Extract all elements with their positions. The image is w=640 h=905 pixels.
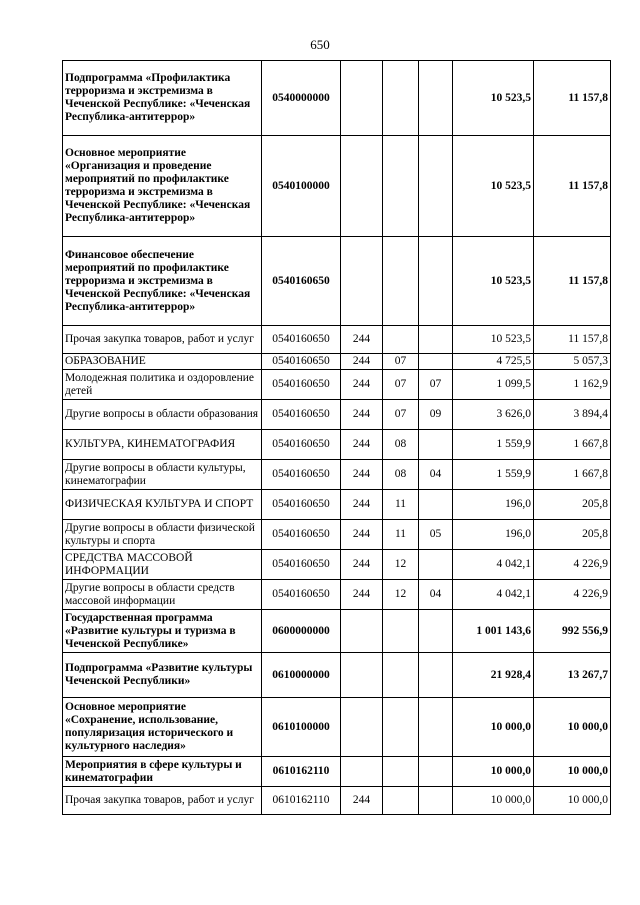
vr-cell: 244 [341,490,383,520]
table-row [63,460,611,490]
name-cell: Основное мероприятие «Сохранение, использование, популяризация исторического и культурного наследия» [63,698,262,757]
rz-cell: 11 [383,490,419,520]
value-2021-cell: 3 894,4 [534,400,611,430]
table-row [63,430,611,460]
value-2021-cell: 205,8 [534,520,611,550]
pr-cell [419,61,453,136]
name-cell: СРЕДСТВА МАССОВОЙ ИНФОРМАЦИИ [63,550,262,580]
value-2021-cell: 10 000,0 [534,698,611,757]
table-row [63,757,611,787]
rz-cell [383,61,419,136]
rz-cell [383,136,419,237]
vr-cell: 244 [341,354,383,370]
table-row [63,61,611,136]
vr-cell: 244 [341,460,383,490]
value-2020-cell: 10 523,5 [453,326,534,354]
value-2020-cell: 4 042,1 [453,580,534,610]
vr-cell: 244 [341,400,383,430]
name-cell: Другие вопросы в области культуры, кинематографии [63,460,262,490]
table-row [63,550,611,580]
table-row [63,136,611,237]
value-2020-cell: 1 001 143,6 [453,610,534,653]
value-2020-cell: 4 042,1 [453,550,534,580]
name-cell: Другие вопросы в области средств массовой информации [63,580,262,610]
code-cell: 0540000000 [262,61,341,136]
value-2020-cell: 196,0 [453,490,534,520]
value-2021-cell: 5 057,3 [534,354,611,370]
rz-cell [383,698,419,757]
table-row [63,580,611,610]
vr-cell [341,237,383,326]
name-cell: Молодежная политика и оздоровление детей [63,370,262,400]
name-cell: ОБРАЗОВАНИЕ [63,354,262,370]
value-2021-cell: 1 162,9 [534,370,611,400]
rz-cell [383,326,419,354]
name-cell: КУЛЬТУРА, КИНЕМАТОГРАФИЯ [63,430,262,460]
pr-cell [419,430,453,460]
pr-cell: 04 [419,460,453,490]
vr-cell: 244 [341,787,383,815]
name-cell: ФИЗИЧЕСКАЯ КУЛЬТУРА И СПОРТ [63,490,262,520]
code-cell: 0540160650 [262,490,341,520]
value-2020-cell: 196,0 [453,520,534,550]
vr-cell [341,610,383,653]
rz-cell [383,653,419,698]
code-cell: 0540160650 [262,460,341,490]
table-row [63,653,611,698]
code-cell: 0540160650 [262,237,341,326]
rz-cell: 12 [383,580,419,610]
vr-cell [341,698,383,757]
value-2021-cell: 10 000,0 [534,787,611,815]
name-cell: Мероприятия в сфере культуры и кинематографии [63,757,262,787]
vr-cell: 244 [341,580,383,610]
code-cell: 0540160650 [262,400,341,430]
code-cell: 0610162110 [262,787,341,815]
vr-cell: 244 [341,550,383,580]
pr-cell [419,757,453,787]
code-cell: 0540160650 [262,354,341,370]
vr-cell [341,61,383,136]
pr-cell: 04 [419,580,453,610]
table-row [63,610,611,653]
value-2020-cell: 10 523,5 [453,237,534,326]
rz-cell: 07 [383,354,419,370]
vr-cell [341,136,383,237]
rz-cell [383,757,419,787]
code-cell: 0540160650 [262,520,341,550]
rz-cell [383,610,419,653]
name-cell: Прочая закупка товаров, работ и услуг [63,787,262,815]
value-2020-cell: 10 000,0 [453,698,534,757]
table-row [63,400,611,430]
page-number: 650 [310,37,330,52]
rz-cell: 12 [383,550,419,580]
pr-cell [419,354,453,370]
vr-cell [341,757,383,787]
value-2021-cell: 10 000,0 [534,757,611,787]
value-2020-cell: 1 099,5 [453,370,534,400]
pr-cell: 09 [419,400,453,430]
table-row [63,326,611,354]
value-2021-cell: 11 157,8 [534,326,611,354]
value-2020-cell: 10 523,5 [453,61,534,136]
value-2021-cell: 1 667,8 [534,430,611,460]
code-cell: 0540100000 [262,136,341,237]
value-2020-cell: 4 725,5 [453,354,534,370]
value-2021-cell: 11 157,8 [534,136,611,237]
vr-cell: 244 [341,430,383,460]
pr-cell [419,237,453,326]
vr-cell: 244 [341,326,383,354]
pr-cell [419,136,453,237]
code-cell: 0610162110 [262,757,341,787]
code-cell: 0540160650 [262,370,341,400]
table-row [63,354,611,370]
code-cell: 0540160650 [262,326,341,354]
rz-cell: 11 [383,520,419,550]
pr-cell [419,610,453,653]
vr-cell [341,653,383,698]
value-2020-cell: 3 626,0 [453,400,534,430]
code-cell: 0610000000 [262,653,341,698]
value-2020-cell: 1 559,9 [453,430,534,460]
name-cell: Государственная программа «Развитие культуры и туризма в Чеченской Республике» [63,610,262,653]
rz-cell: 08 [383,460,419,490]
rz-cell: 07 [383,370,419,400]
code-cell: 0540160650 [262,580,341,610]
table-row [63,520,611,550]
value-2021-cell: 13 267,7 [534,653,611,698]
name-cell: Другие вопросы в области физической культуры и спорта [63,520,262,550]
name-cell: Подпрограмма «Профилактика терроризма и экстремизма в Чеченской Республике: «Чеченская Республика-антитеррор» [63,61,262,136]
value-2020-cell: 10 523,5 [453,136,534,237]
value-2021-cell: 1 667,8 [534,460,611,490]
table-row [63,490,611,520]
name-cell: Основное мероприятие «Организация и проведение мероприятий по профилактике терроризма и экстремизма в Чеченской Республике: «Чеченская Республика-антитеррор» [63,136,262,237]
pr-cell [419,550,453,580]
table-row [63,237,611,326]
value-2021-cell: 4 226,9 [534,580,611,610]
pr-cell [419,326,453,354]
pr-cell: 07 [419,370,453,400]
value-2021-cell: 11 157,8 [534,61,611,136]
pr-cell: 05 [419,520,453,550]
value-2021-cell: 11 157,8 [534,237,611,326]
name-cell: Подпрограмма «Развитие культуры Чеченской Республики» [63,653,262,698]
vr-cell: 244 [341,370,383,400]
name-cell: Другие вопросы в области образования [63,400,262,430]
code-cell: 0600000000 [262,610,341,653]
table-row [63,698,611,757]
value-2020-cell: 10 000,0 [453,787,534,815]
value-2021-cell: 992 556,9 [534,610,611,653]
value-2020-cell: 10 000,0 [453,757,534,787]
code-cell: 0610100000 [262,698,341,757]
rz-cell: 07 [383,400,419,430]
name-cell: Прочая закупка товаров, работ и услуг [63,326,262,354]
name-cell: Финансовое обеспечение мероприятий по профилактике терроризма и экстремизма в Чеченской Республике: «Чеченская Республика-антитеррор» [63,237,262,326]
pr-cell [419,490,453,520]
budget-table [62,60,611,815]
code-cell: 0540160650 [262,430,341,460]
table-row [63,370,611,400]
rz-cell: 08 [383,430,419,460]
vr-cell: 244 [341,520,383,550]
code-cell: 0540160650 [262,550,341,580]
pr-cell [419,698,453,757]
value-2020-cell: 1 559,9 [453,460,534,490]
rz-cell [383,237,419,326]
value-2021-cell: 4 226,9 [534,550,611,580]
rz-cell [383,787,419,815]
table-row [63,787,611,815]
value-2020-cell: 21 928,4 [453,653,534,698]
pr-cell [419,787,453,815]
pr-cell [419,653,453,698]
value-2021-cell: 205,8 [534,490,611,520]
